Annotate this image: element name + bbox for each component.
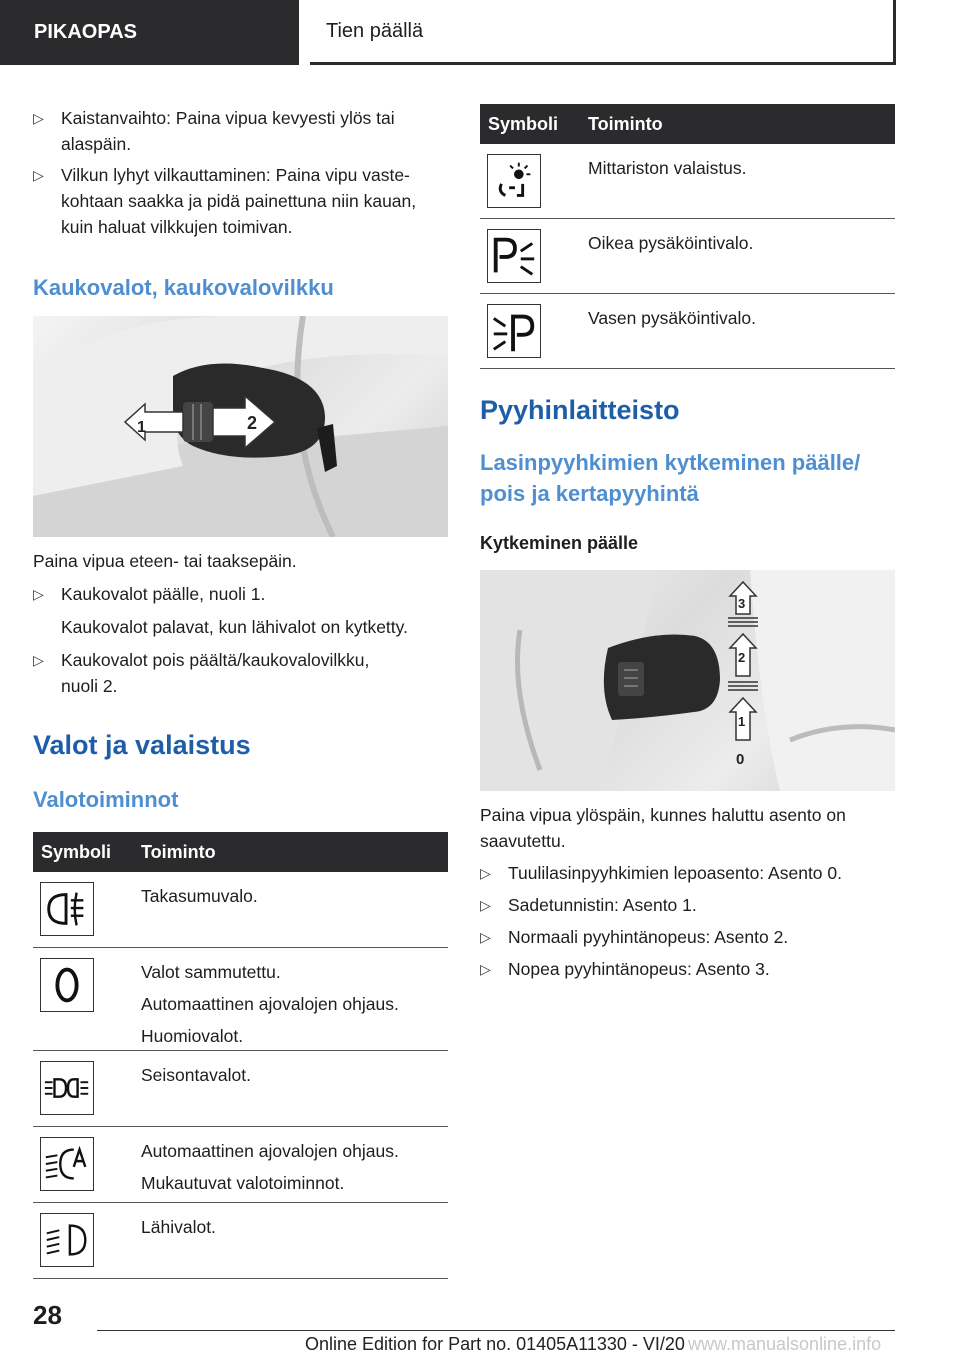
low-beam-icon bbox=[40, 1213, 94, 1267]
high-beam-lever-figure bbox=[33, 316, 448, 537]
column-function: Toiminto bbox=[588, 114, 663, 134]
table-row bbox=[33, 1203, 448, 1279]
function-text: Seisontavalot. bbox=[141, 1065, 251, 1085]
wiper-lever-figure bbox=[480, 570, 895, 791]
bullet-text: Normaali pyyhintänopeus: Asento 2. bbox=[508, 927, 789, 947]
bullet-marker: ▷ bbox=[480, 897, 491, 913]
heading-line: Lasinpyyhkimien kytkeminen päälle/ bbox=[480, 450, 861, 475]
column-symbol: Symboli bbox=[488, 114, 559, 134]
function-text: Automaattinen ajovalojen ohjaus. bbox=[141, 994, 399, 1014]
bullet-marker: ▷ bbox=[33, 110, 44, 126]
function-text: Lähivalot. bbox=[141, 1217, 216, 1237]
arrow-label-1: 1 bbox=[137, 419, 146, 436]
light-table-header bbox=[33, 832, 448, 872]
table-row bbox=[480, 144, 895, 219]
table-row bbox=[33, 872, 448, 948]
table-row bbox=[480, 219, 895, 294]
bullet-note: Kaukovalot palavat, kun lähivalot on kytketty. bbox=[61, 617, 408, 637]
heading-lights: Valot ja valaistus bbox=[33, 730, 251, 760]
function-text: Mukautuvat valotoiminnot. bbox=[141, 1173, 345, 1193]
footer-divider bbox=[97, 1330, 895, 1331]
heading-wipers: Pyyhinlaitteisto bbox=[480, 395, 680, 425]
instrument-lighting-icon bbox=[487, 154, 541, 208]
edition-note: Online Edition for Part no. 01405A11330 - VI/20 bbox=[305, 1334, 685, 1354]
bullet-marker: ▷ bbox=[33, 652, 44, 668]
parking-lights-icon bbox=[40, 1061, 94, 1115]
bullet-text: Nopea pyyhintänopeus: Asento 3. bbox=[508, 959, 770, 979]
bullet-text: alaspäin. bbox=[61, 134, 132, 154]
heading-line: pois ja kertapyyhintä bbox=[480, 481, 699, 506]
table-row bbox=[33, 948, 448, 1051]
heading-switch-on: Kytkeminen päälle bbox=[480, 533, 639, 553]
bullet-text: Vilkun lyhyt vilkauttaminen: Paina vipu vaste- bbox=[61, 165, 410, 185]
table-row bbox=[33, 1127, 448, 1203]
intro-line: Paina vipua ylöspäin, kunnes haluttu asento on bbox=[480, 805, 846, 825]
zero-position-icon bbox=[40, 958, 94, 1012]
bullet-marker: ▷ bbox=[33, 586, 44, 602]
bullet-text: Tuulilasinpyyhkimien lepoasento: Asento 0. bbox=[508, 863, 842, 883]
bullet-text: Kaistanvaihto: Paina vipua kevyesti ylös tai bbox=[61, 108, 395, 128]
bullet-text: nuoli 2. bbox=[61, 676, 118, 696]
bullet-marker: ▷ bbox=[33, 167, 44, 183]
function-text: Takasumuvalo. bbox=[141, 886, 258, 906]
auto-headlight-icon bbox=[40, 1137, 94, 1191]
bullet-marker: ▷ bbox=[480, 961, 491, 977]
chapter-title: Tien päällä bbox=[326, 19, 424, 42]
function-text: Oikea pysäköintivalo. bbox=[588, 233, 754, 253]
function-text: Huomiovalot. bbox=[141, 1026, 244, 1046]
column-function: Toiminto bbox=[141, 842, 216, 862]
position-label-0: 0 bbox=[736, 751, 745, 768]
column-symbol: Symboli bbox=[41, 842, 112, 862]
bullet-text: kohtaan saakka ja pidä painettuna niin kauan, bbox=[61, 191, 417, 211]
chapter-tab bbox=[310, 0, 896, 65]
watermark: www.manualsonline.info bbox=[688, 1334, 882, 1354]
heading-light-functions: Valotoiminnot bbox=[33, 787, 179, 812]
page-number: 28 bbox=[33, 1300, 62, 1330]
function-text: Vasen pysäköintivalo. bbox=[588, 308, 756, 328]
heading-wipers-switch bbox=[480, 447, 860, 509]
position-label-3: 3 bbox=[738, 596, 746, 611]
left-parking-light-icon bbox=[487, 304, 541, 358]
arrow-label-2: 2 bbox=[247, 413, 258, 433]
heading-high-beam: Kaukovalot, kaukovalovilkku bbox=[33, 275, 334, 300]
bullet-text: Kaukovalot päälle, nuoli 1. bbox=[61, 584, 266, 604]
bullet-marker: ▷ bbox=[480, 865, 491, 881]
section-tab bbox=[0, 0, 299, 65]
table-row bbox=[33, 1051, 448, 1127]
intro-line: saavutettu. bbox=[480, 831, 566, 851]
function-text: Mittariston valaistus. bbox=[588, 158, 747, 178]
section-title: PIKAOPAS bbox=[34, 21, 137, 43]
table-row bbox=[480, 294, 895, 369]
position-label-1: 1 bbox=[738, 714, 746, 729]
function-text: Automaattinen ajovalojen ohjaus. bbox=[141, 1141, 399, 1161]
parking-table-header bbox=[480, 104, 895, 144]
bullet-text: Sadetunnistin: Asento 1. bbox=[508, 895, 697, 915]
right-parking-light-icon bbox=[487, 229, 541, 283]
bullet-marker: ▷ bbox=[480, 929, 491, 945]
position-label-2: 2 bbox=[738, 650, 746, 665]
bullet-text: kuin haluat vilkkujen toimivan. bbox=[61, 217, 293, 237]
wiper-intro bbox=[480, 802, 846, 854]
rear-fog-light-icon bbox=[40, 882, 94, 936]
function-text: Valot sammutettu. bbox=[141, 962, 281, 982]
high-beam-intro: Paina vipua eteen- tai taaksepäin. bbox=[33, 551, 297, 571]
bullet-text: Kaukovalot pois päältä/kaukovalovilkku, bbox=[61, 650, 370, 670]
